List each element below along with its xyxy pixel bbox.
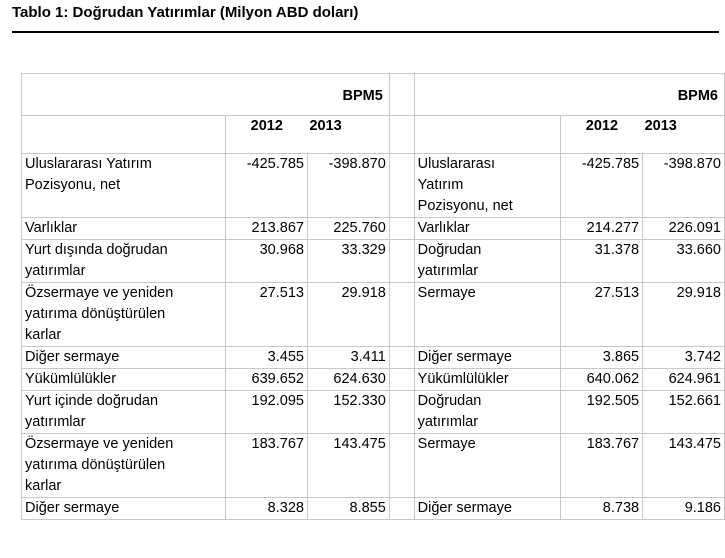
table-row <box>22 369 725 391</box>
row-label-left <box>22 369 226 391</box>
gap-cell <box>389 347 414 369</box>
row-label-right-text: Sermaye <box>417 285 476 301</box>
value-2012-left-text: 30.968 <box>259 242 304 258</box>
value-2012-right-text: 8.738 <box>602 500 640 516</box>
row-label-right <box>414 369 561 391</box>
value-2013-left-text: 8.855 <box>349 500 386 516</box>
value-2013-left <box>307 218 389 240</box>
gap-cell <box>389 391 414 434</box>
value-2013-left-text: 225.760 <box>333 220 386 236</box>
row-label-right-text: Doğrudan yatırımlar <box>417 242 482 279</box>
row-label-right <box>414 154 561 218</box>
row-label-right <box>414 218 561 240</box>
value-2012-left-text: 192.095 <box>251 393 304 409</box>
row-label-left-text: Yükümlülükler <box>25 371 117 387</box>
value-2012-right-text: 183.767 <box>586 436 640 452</box>
title-rule <box>12 31 719 33</box>
value-2012-left-text: 213.867 <box>251 220 304 236</box>
value-2013-left <box>307 154 389 218</box>
gap-cell <box>389 74 414 116</box>
value-2012-left <box>226 369 308 391</box>
row-label-right <box>414 498 561 520</box>
header-bpm5-cell <box>22 74 390 116</box>
gap-cell <box>389 240 414 283</box>
value-2013-left <box>307 369 389 391</box>
table-row <box>22 347 725 369</box>
value-2013-left-text: -398.870 <box>328 156 386 172</box>
value-2012-right <box>561 154 643 218</box>
row-label-left <box>22 218 226 240</box>
value-2012-left-text: 639.652 <box>251 371 304 387</box>
value-2013-right-text: 624.961 <box>668 371 721 387</box>
value-2013-right-text: 3.742 <box>684 349 721 365</box>
row-label-right-text: Doğrudan yatırımlar <box>417 393 482 430</box>
value-2012-right-text: 214.277 <box>586 220 640 236</box>
value-2013-right <box>643 391 725 434</box>
year-2012-left: 2012 <box>226 116 308 154</box>
header-bpm6-cell <box>414 74 724 116</box>
table-row <box>22 391 725 434</box>
value-2013-right <box>643 347 725 369</box>
row-label-left-text: Varlıklar <box>25 220 78 236</box>
value-2013-right <box>643 434 725 498</box>
header-bpm6: BPM6 <box>677 88 718 104</box>
value-2013-right-text: -398.870 <box>663 156 721 172</box>
years-row <box>22 116 725 154</box>
row-label-left <box>22 391 226 434</box>
value-2012-right-text: -425.785 <box>581 156 640 172</box>
row-label-right-text: Varlıklar <box>417 220 470 236</box>
value-2012-left <box>226 498 308 520</box>
row-label-right <box>414 347 561 369</box>
row-label-left-text: Uluslararası Yatırım Pozisyonu, net <box>25 156 152 193</box>
row-label-right <box>414 240 561 283</box>
value-2012-right <box>561 369 643 391</box>
value-2013-right <box>643 369 725 391</box>
row-label-right-text: Diğer sermaye <box>417 349 512 365</box>
value-2012-left-text: 8.328 <box>267 500 304 516</box>
value-2012-left-text: -425.785 <box>246 156 304 172</box>
gap-cell <box>389 154 414 218</box>
value-2012-right <box>561 347 643 369</box>
row-label-right <box>414 434 561 498</box>
value-2013-left-text: 152.330 <box>333 393 386 409</box>
row-label-left <box>22 240 226 283</box>
value-2012-right-text: 3.865 <box>602 349 640 365</box>
row-label-right <box>414 283 561 347</box>
row-label-left-text: Diğer sermaye <box>25 349 120 365</box>
table-row <box>22 218 725 240</box>
value-2012-right <box>561 240 643 283</box>
value-2013-right <box>643 283 725 347</box>
gap-cell <box>389 498 414 520</box>
row-label-left-text: Yurt dışında doğrudan yatırımlar <box>25 242 168 279</box>
value-2013-right-text: 29.918 <box>676 285 721 301</box>
row-label-left-text: Özsermaye ve yeniden yatırıma dönüştürülen karlar <box>25 436 174 494</box>
value-2013-left <box>307 240 389 283</box>
value-2013-right-text: 9.186 <box>684 500 721 516</box>
row-label-right-text: Uluslararası Yatırım Pozisyonu, net <box>417 156 513 214</box>
header-row <box>22 74 725 116</box>
row-label-left <box>22 154 226 218</box>
value-2012-left <box>226 283 308 347</box>
value-2012-left <box>226 347 308 369</box>
value-2012-left-text: 27.513 <box>259 285 304 301</box>
value-2012-left <box>226 218 308 240</box>
table-row <box>22 283 725 347</box>
value-2013-right <box>643 218 725 240</box>
value-2013-left <box>307 283 389 347</box>
year-2013-left: 2013 <box>307 116 389 154</box>
direct-investment-table <box>21 73 725 520</box>
value-2013-left-text: 3.411 <box>350 349 386 365</box>
value-2013-left <box>307 347 389 369</box>
table-row <box>22 240 725 283</box>
value-2013-right <box>643 240 725 283</box>
gap-cell <box>389 218 414 240</box>
row-label-right-text: Yükümlülükler <box>417 371 509 387</box>
table-row <box>22 154 725 218</box>
year-2012-right: 2012 <box>561 116 643 154</box>
gap-cell <box>389 434 414 498</box>
value-2012-right-text: 27.513 <box>594 285 640 301</box>
row-label-left <box>22 498 226 520</box>
value-2012-left-text: 3.455 <box>267 349 304 365</box>
value-2013-left-text: 143.475 <box>333 436 386 452</box>
value-2012-right-text: 640.062 <box>586 371 640 387</box>
value-2012-right <box>561 434 643 498</box>
value-2012-left <box>226 154 308 218</box>
table-row <box>22 498 725 520</box>
value-2012-left-text: 183.767 <box>251 436 304 452</box>
value-2013-left-text: 624.630 <box>333 371 386 387</box>
value-2012-right <box>561 283 643 347</box>
value-2013-left <box>307 498 389 520</box>
row-label-left <box>22 434 226 498</box>
value-2012-right-text: 31.378 <box>594 242 640 258</box>
row-label-right-text: Diğer sermaye <box>417 500 512 516</box>
row-label-left-text: Özsermaye ve yeniden yatırıma dönüştürülen karlar <box>25 285 174 343</box>
table-row <box>22 434 725 498</box>
row-label-right <box>414 391 561 434</box>
value-2013-left-text: 29.918 <box>341 285 386 301</box>
years-empty-left <box>22 116 226 154</box>
value-2012-right <box>561 218 643 240</box>
value-2012-right <box>561 391 643 434</box>
row-label-left <box>22 347 226 369</box>
value-2013-left <box>307 391 389 434</box>
value-2012-right-text: 192.505 <box>586 393 640 409</box>
gap-cell <box>389 283 414 347</box>
value-2013-right-text: 152.661 <box>668 393 721 409</box>
value-2013-right-text: 33.660 <box>676 242 721 258</box>
row-label-left-text: Diğer sermaye <box>25 500 120 516</box>
value-2012-left <box>226 434 308 498</box>
value-2012-left <box>226 240 308 283</box>
header-bpm5: BPM5 <box>342 88 383 104</box>
value-2013-right <box>643 498 725 520</box>
value-2013-left <box>307 434 389 498</box>
row-label-left-text: Yurt içinde doğrudan yatırımlar <box>25 393 159 430</box>
gap-cell <box>389 369 414 391</box>
years-empty-right <box>414 116 561 154</box>
value-2012-right <box>561 498 643 520</box>
year-2013-right: 2013 <box>643 116 725 154</box>
table-title: Tablo 1: Doğrudan Yatırımlar (Milyon ABD doları) <box>12 4 359 21</box>
value-2013-right-text: 143.475 <box>668 436 721 452</box>
value-2013-right <box>643 154 725 218</box>
value-2013-right-text: 226.091 <box>668 220 721 236</box>
gap-cell <box>389 116 414 154</box>
value-2012-left <box>226 391 308 434</box>
row-label-right-text: Sermaye <box>417 436 476 452</box>
row-label-left <box>22 283 226 347</box>
value-2013-left-text: 33.329 <box>341 242 386 258</box>
